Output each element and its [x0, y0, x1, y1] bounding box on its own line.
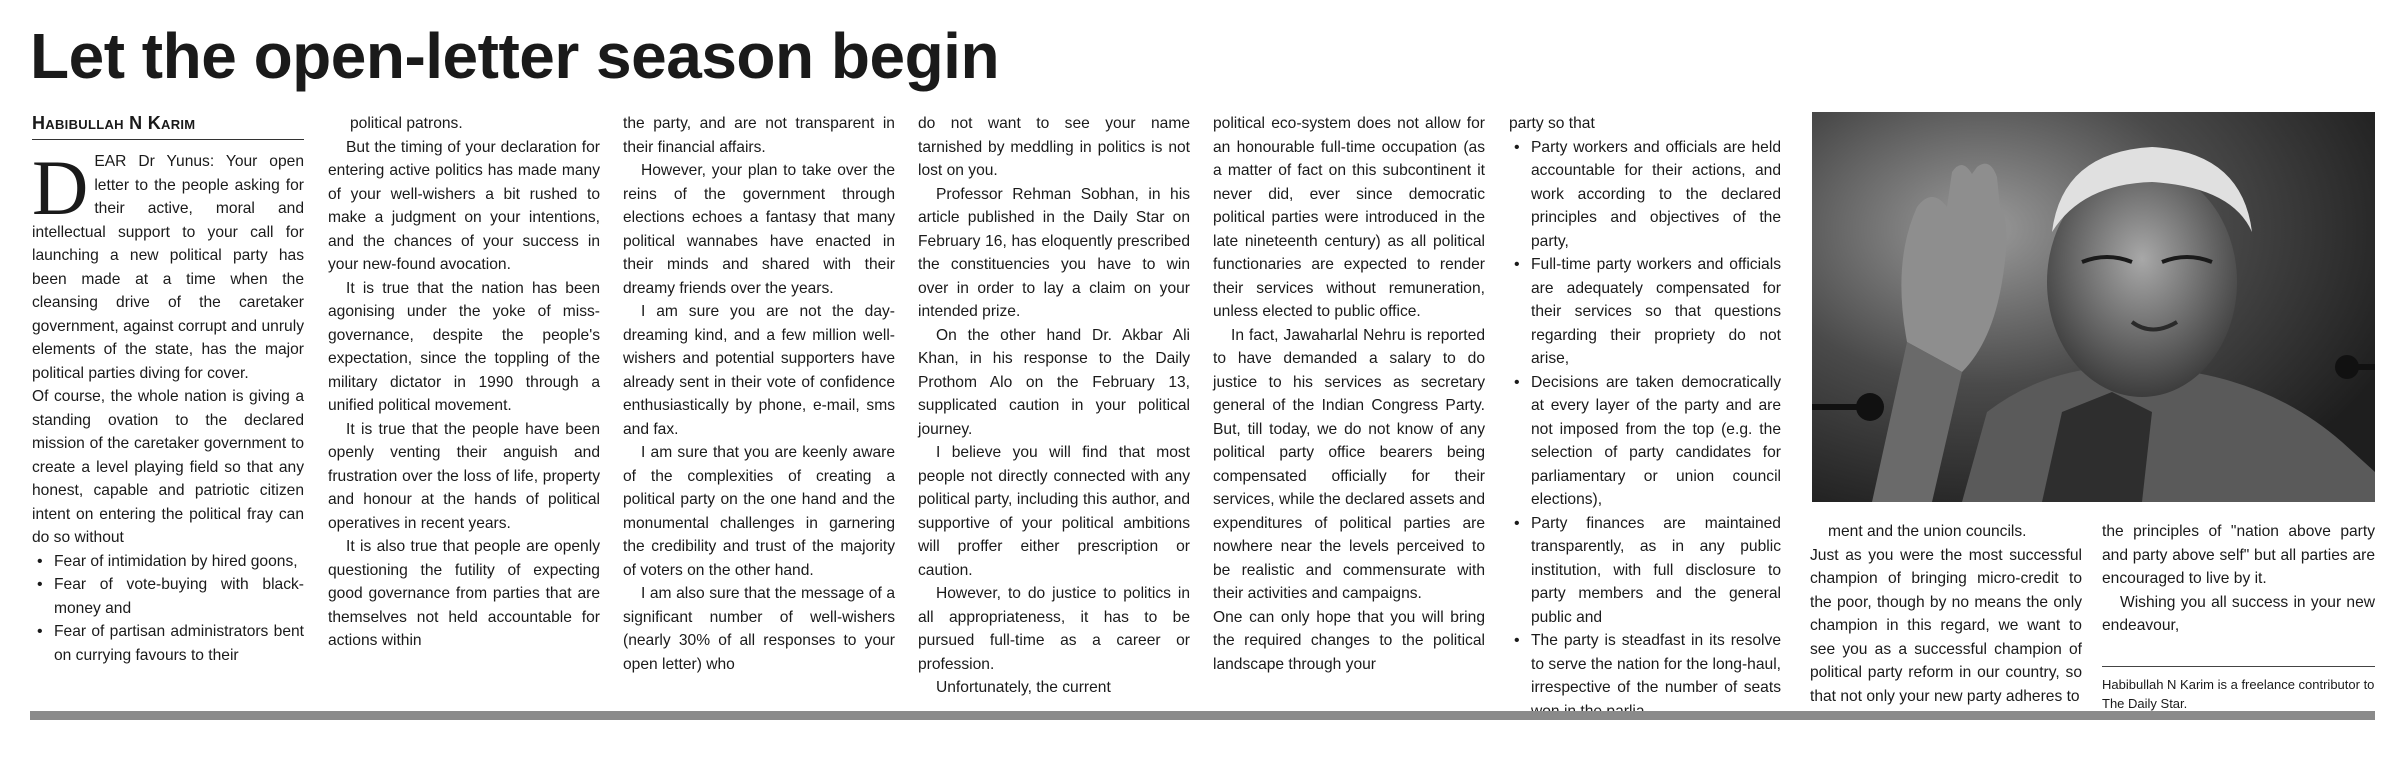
lead-paragraph: [32, 144, 304, 385]
bullet-list: [32, 550, 304, 668]
paragraph: In fact, Jawaharlal Nehru is reported to have demanded a salary to do justice to his services as secretary general of the Indian Congress Party. But, till today, we do not know of any political party office bearers being compensated officially for their services, while the declared assets and expenditures of political parties are nowhere near the levels perceived to be realistic and commensurate with their activities and campaigns.: [1213, 326, 1485, 602]
author-footnote: Habibullah N Karim is a freelance contributor to The Daily Star.: [2102, 666, 2375, 713]
column-2: [328, 112, 600, 653]
paragraph: political eco-system does not allow for an honourable full-time occupation (as a matter of fact on this subcontinent it never did, ever since democratic political parties were introduced in the late nineteenth century) as all political functionaries are expected to render their services without remuneration, unless elected to public office.: [1213, 115, 1485, 320]
paragraph: do not want to see your name tarnished by meddling in politics is not lost on you.: [918, 115, 1190, 179]
list-item: • The party is steadfast in its resolve to serve the nation for the long-haul, irrespective of the number of seats: [1531, 629, 1781, 723]
paragraph: Just as you were the most successful champion of bringing micro-credit to the poor, though by no means the only champion in this regard, we want to see you as a successful champion of political party reform in our country, so that not only your new party adheres to: [1810, 546, 2082, 705]
paragraph: It is also true that people are openly questioning the futility of expecting good governance from parties that are themselves not held accountable for actions within: [328, 538, 600, 649]
column-7: [1810, 520, 2082, 708]
paragraph: It is true that the people have been openly venting their anguish and frustration over the loss of life, property and honour at the hands of political operatives in recent years.: [328, 420, 600, 532]
paragraph: One can only hope that you will bring the required changes to the political landscape through your: [1213, 608, 1485, 673]
column-6: [1509, 112, 1781, 723]
bullet-list: [1509, 136, 1781, 724]
lead-text: EAR Dr Yunus: Your open letter to the people asking for their active, moral and intellectual support to your call for launching a new political party has been made at a time when the cleansing drive of the caretaker government, against corrupt and unruly elements of the state, has the major political parties diving for cover.: [32, 153, 304, 382]
paragraph: However, your plan to take over the reins of the government through elections echoes a fantasy that many political wannabes have enacted in their minds and shared with their dreamy friends over the years.: [623, 162, 895, 297]
byline: Habibullah N Karim: [32, 112, 304, 140]
list-item: • Full-time party workers and officials are adequately compensated for their services so that questions regarding their propriety do not arise,: [1531, 253, 1781, 371]
paragraph: I am also sure that the message of a significant number of well-wishers (nearly 30% of all responses to your open letter) who: [623, 585, 895, 673]
list-item: • Party finances are maintained transparently, as in any public institution, with full disclosure to party members and the general public and: [1531, 512, 1781, 630]
paragraph: Unfortunately, the current: [936, 679, 1111, 696]
paragraph: ment and the union councils.: [1828, 523, 2027, 540]
column-4: [918, 112, 1190, 700]
paragraph: I am sure you are not the day-dreaming kind, and a few million well-wishers and potential supporters have already sent in their vote of confidence enthusiastically by phone, e-mail, sms and fax.: [623, 303, 895, 438]
column-5: [1213, 112, 1485, 676]
list-item: • Fear of partisan administrators bent on currying favours to their: [54, 620, 304, 667]
column-8: [2102, 520, 2375, 638]
paragraph: However, to do justice to politics in all appropriateness, it has to be pursued full-time as a career or profession.: [918, 585, 1190, 673]
paragraph: I believe you will find that most people not directly connected with any political party, including this author, and supportive of your political ambitions will proffer either prescription or caution.: [918, 444, 1190, 579]
list-item: • Decisions are taken democratically at every layer of the party and are not imposed from the top (e.g. the selection of party candidates for parliamentary or union council elections),: [1531, 371, 1781, 512]
paragraph: party so that: [1509, 115, 1595, 132]
paragraph: the party, and are not transparent in their financial affairs.: [623, 115, 895, 156]
drop-cap: D: [32, 144, 89, 231]
paragraph: the principles of "nation above party and party above self" but all parties are encouraged to live by it.: [2102, 523, 2375, 587]
column-3: [623, 112, 895, 676]
portrait-image: [1812, 112, 2375, 502]
list-item: • Fear of vote-buying with black-money and: [54, 573, 304, 620]
paragraph: It is true that the nation has been agonising under the yoke of miss-governance, despite the people's expectation, since the toppling of the military dictator in 1990 through a unified political movement.: [328, 279, 600, 414]
paragraph: Wishing you all success in your new endeavour,: [2102, 593, 2375, 634]
list-item: • Fear of intimidation by hired goons,: [54, 550, 304, 574]
paragraph: On the other hand Dr. Akbar Ali Khan, in his response to the Daily Prothom Alo on the February 13, supplicated caution in your political journey.: [918, 326, 1190, 438]
paragraph: political patrons.: [350, 115, 463, 132]
bottom-rule: [30, 711, 2375, 720]
paragraph: I am sure that you are keenly aware of the complexities of creating a political party on the one hand and the monumental challenges in garnering the credibility and trust of the majority of voters on the other hand.: [623, 444, 895, 579]
paragraph: Of course, the whole nation is giving a standing ovation to the declared mission of the caretaker government to create a level playing field so that any honest, capable and patriotic citizen intent on entering the political fray can do so without: [32, 388, 304, 546]
list-item: • Party workers and officials are held accountable for their actions, and work according to the declared principles and objectives of the party,: [1531, 136, 1781, 254]
author-photo: [1812, 112, 2375, 502]
paragraph: But the timing of your declaration for entering active politics has made many of your well-wishers a bit rushed to make a judgment on your intentions, and the chances of your success in your new-found avocation.: [328, 138, 600, 273]
paragraph: Professor Rehman Sobhan, in his article published in the Daily Star on February 16, has eloquently prescribed the constituencies you have to win over in order to lay a claim on your intended prize.: [918, 185, 1190, 320]
headline: Let the open-letter season begin: [30, 20, 1000, 92]
column-1: [32, 144, 304, 667]
